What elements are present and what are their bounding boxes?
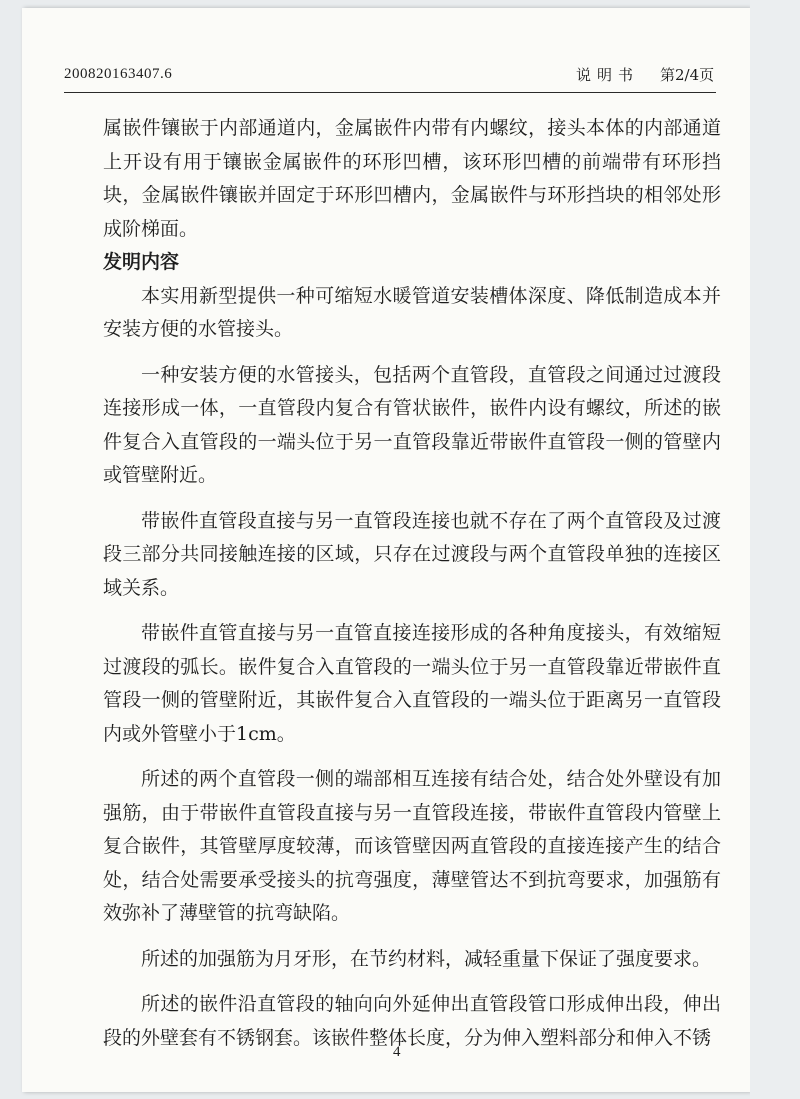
paragraph: 所述的嵌件沿直管段的轴向向外延伸出直管段管口形成伸出段，伸出段的外壁套有不锈钢套。该嵌件整体长度，分为伸入塑料部分和伸入不锈	[103, 993, 721, 1049]
application-number: 200820163407.6	[64, 66, 173, 82]
paragraph: 属嵌件镶嵌于内部通道内，金属嵌件内带有内螺纹，接头本体的内部通道上开设有用于镶嵌金属嵌件的环形凹槽，该环形凹槽的前端带有环形挡块，金属嵌件镶嵌并固定于环形凹槽内，金属嵌件与环形挡块的相邻处形成阶梯面。	[103, 117, 721, 240]
header-divider	[64, 92, 716, 93]
page-indicator: 第2/4页	[660, 66, 715, 84]
paragraph: 本实用新型提供一种可缩短水暖管道安装槽体深度、降低制造成本并安装方便的水管接头。	[103, 284, 721, 340]
section-heading: 发明内容	[103, 251, 180, 273]
paragraph: 带嵌件直管段直接与另一直管段连接也就不存在了两个直管段及过渡段三部分共同接触连接的区域，只存在过渡段与两个直管段单独的连接区域关系。	[103, 509, 721, 599]
document-type: 说明书	[576, 66, 640, 84]
paragraph: 所述的加强筋为月牙形，在节约材料，减轻重量下保证了强度要求。	[141, 947, 712, 970]
paragraph: 一种安装方便的水管接头，包括两个直管段，直管段之间通过过渡段连接形成一体，一直管段内复合有管状嵌件，嵌件内设有螺纹，所述的嵌件复合入直管段的一端头位于另一直管段靠近带嵌件直管段一侧的管壁内或管壁附近。	[103, 363, 721, 486]
scan-margin	[750, 0, 800, 1099]
page-header	[64, 62, 716, 88]
page-number: 4	[393, 1044, 401, 1060]
document-body	[103, 112, 721, 1055]
paragraph: 所述的两个直管段一侧的端部相互连接有结合处，结合处外壁设有加强筋，由于带嵌件直管段直接与另一直管段连接，带嵌件直管段内管壁上复合嵌件，其管壁厚度较薄，而该管壁因两直管段的直接连接产生的结合处，结合处需要承受接头的抗弯强度，薄壁管达不到抗弯要求，加强筋有效弥补了薄壁管的抗弯缺陷。	[103, 768, 721, 924]
paragraph: 带嵌件直管直接与另一直管直接连接形成的各种角度接头，有效缩短过渡段的弧长。嵌件复合入直管段的一端头位于另一直管段靠近带嵌件直管段一侧的管壁附近，其嵌件复合入直管段的一端头位于距离另一直管段内或外管壁小于1cm。	[103, 622, 721, 745]
